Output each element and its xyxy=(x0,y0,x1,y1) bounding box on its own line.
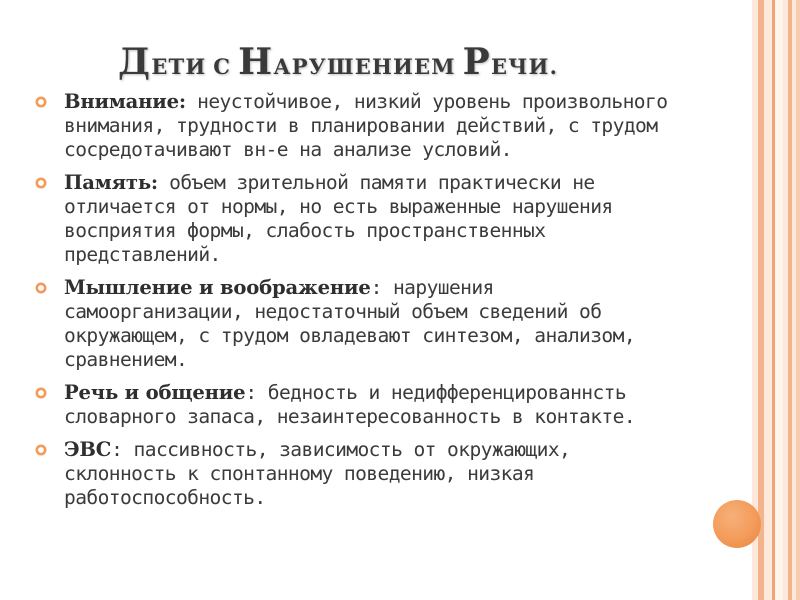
stripe xyxy=(788,0,792,600)
title-fragment: С xyxy=(213,54,232,79)
bullet-term: Внимание: xyxy=(64,90,186,113)
title-initial: Д xyxy=(118,41,152,83)
bullet-term: Речь и общение xyxy=(64,381,246,404)
bullet-item xyxy=(34,438,674,510)
bullet-text: : нарушения самоорганизации, недостаточный объем сведений об окружающем, с трудом овладевают синтезом, анализом, сравнением. xyxy=(64,276,636,371)
title-initial: Р xyxy=(462,41,491,83)
ring-bullet-icon xyxy=(34,443,48,457)
bullet-text: : пассивность, зависимость от окружающих, склонность к спонтанному поведению, низкая работоспособность. xyxy=(64,438,571,509)
bullet-item xyxy=(34,381,674,429)
bullet-list xyxy=(34,90,674,519)
title-initial: Н xyxy=(238,41,274,83)
bullet-item xyxy=(34,171,674,267)
title-fragment: АРУШЕНИЕМ xyxy=(273,54,456,79)
title-fragment: ЕЧИ. xyxy=(490,54,559,79)
ring-bullet-icon xyxy=(34,95,48,109)
decorative-stripes xyxy=(752,0,800,600)
bullet-item xyxy=(34,90,674,162)
bullet-text: объем зрительной памяти практически не отличается от нормы, но есть выраженные нарушения восприятия формы, слабость пространственных представлений. xyxy=(64,171,613,266)
bullet-text: : бедность и недифференцированнсть словарного запаса, незаинтересованность в контакте. xyxy=(64,381,636,428)
bullet-item xyxy=(34,276,674,372)
ring-bullet-icon xyxy=(34,176,48,190)
bullet-term: Память: xyxy=(64,171,158,194)
stripe xyxy=(796,0,800,600)
bullet-term: Мышление и воображение xyxy=(64,276,371,299)
ring-bullet-icon xyxy=(34,281,48,295)
bullet-text: неустойчивое, низкий уровень произвольного внимания, трудности в планировании действий, с трудом сосредотачивают вн-е на анализе условий. xyxy=(64,90,668,161)
stripe xyxy=(758,0,764,600)
slide-title xyxy=(118,40,718,84)
ring-bullet-icon xyxy=(34,386,48,400)
stripe xyxy=(775,0,783,600)
bullet-term: ЭВС xyxy=(64,438,112,461)
title-fragment: ЕТИ xyxy=(151,54,207,79)
decorative-circle xyxy=(713,500,761,548)
